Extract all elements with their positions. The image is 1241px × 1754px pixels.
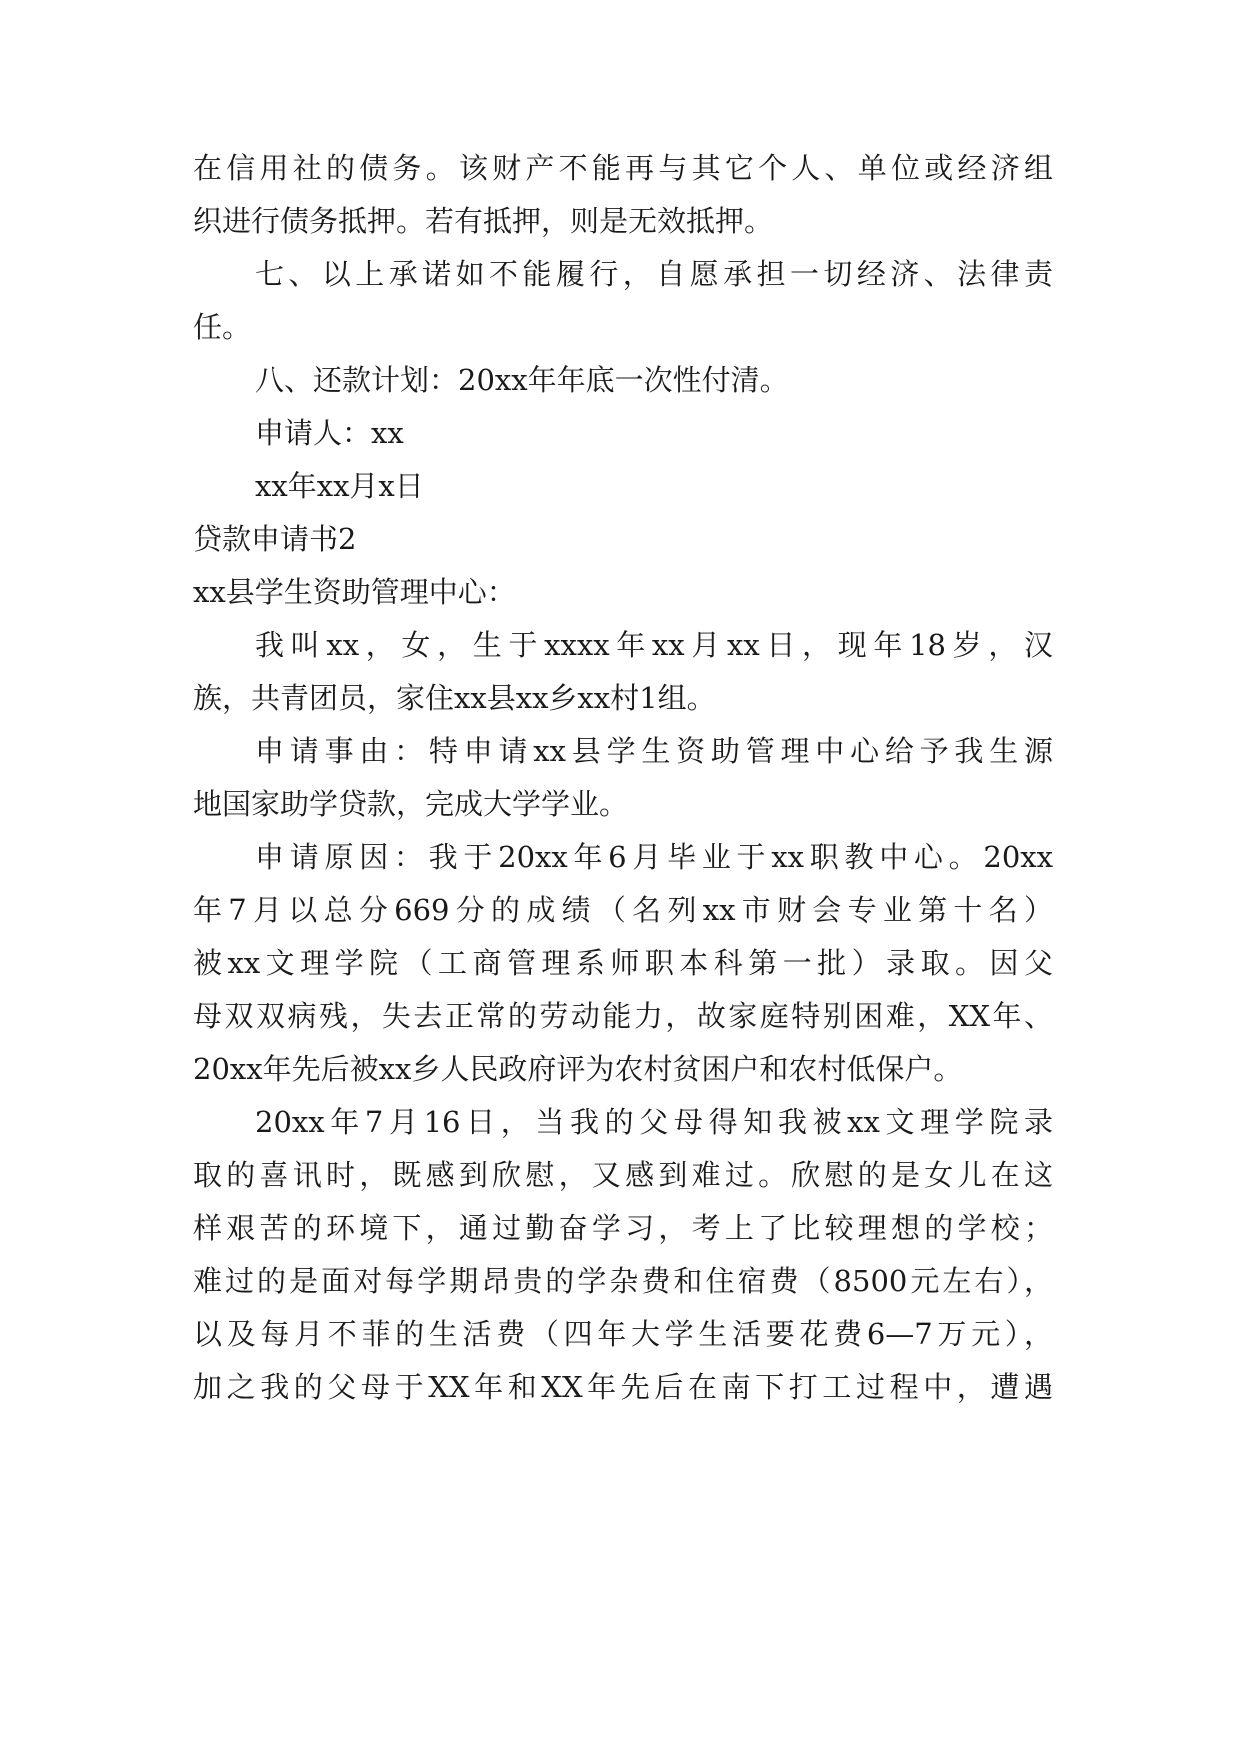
text-line: 被xx文理学院（工商管理系师职本科第一批）录取。因父 <box>193 946 1053 980</box>
text-line: 样艰苦的环境下，通过勤奋学习，考上了比较理想的学校； <box>193 1211 1053 1245</box>
text-line: 申请事由：特申请xx县学生资助管理中心给予我生源 <box>255 734 1053 768</box>
text-line: 族，共青团员，家住xx县xx乡xx村1组。 <box>193 681 716 715</box>
text-line: 我叫xx，女，生于xxxx年xx月xx日，现年18岁，汉 <box>255 628 1053 662</box>
signature-date: xx年xx月x日 <box>255 469 424 503</box>
text-line: 在信用社的债务。该财产不能再与其它个人、单位或经济组 <box>193 151 1053 185</box>
text-line: 加之我的父母于XX年和XX年先后在南下打工过程中，遭遇 <box>193 1370 1053 1404</box>
text-line: 母双双病残，失去正常的劳动能力，故家庭特别困难，XX年、 <box>193 999 1053 1033</box>
letter-salutation: xx县学生资助管理中心： <box>193 575 516 609</box>
text-line: 20xx年7月16日，当我的父母得知我被xx文理学院录 <box>255 1105 1053 1139</box>
text-line: 申请原因：我于20xx年6月毕业于xx职教中心。20xx <box>255 840 1053 874</box>
text-line: 八、还款计划：20xx年年底一次性付清。 <box>255 363 789 397</box>
text-line: 以及每月不菲的生活费（四年大学生活要花费6—7万元）， <box>193 1317 1053 1351</box>
signature-applicant: 申请人：xx <box>255 416 404 450</box>
text-line: 七、以上承诺如不能履行，自愿承担一切经济、法律责 <box>255 257 1053 291</box>
text-line: 织进行债务抵押。若有抵押，则是无效抵押。 <box>193 204 774 238</box>
section-title: 贷款申请书2 <box>193 522 357 556</box>
text-line: 地国家助学贷款，完成大学学业。 <box>193 787 629 821</box>
text-line: 取的喜讯时，既感到欣慰，又感到难过。欣慰的是女儿在这 <box>193 1158 1053 1192</box>
text-line: 任。 <box>193 310 252 344</box>
text-line: 难过的是面对每学期昂贵的学杂费和住宿费（8500元左右）， <box>193 1264 1053 1298</box>
text-line: 20xx年先后被xx乡人民政府评为农村贫困户和农村低保户。 <box>193 1052 963 1086</box>
text-line: 年7月以总分669分的成绩（名列xx市财会专业第十名） <box>193 893 1053 927</box>
